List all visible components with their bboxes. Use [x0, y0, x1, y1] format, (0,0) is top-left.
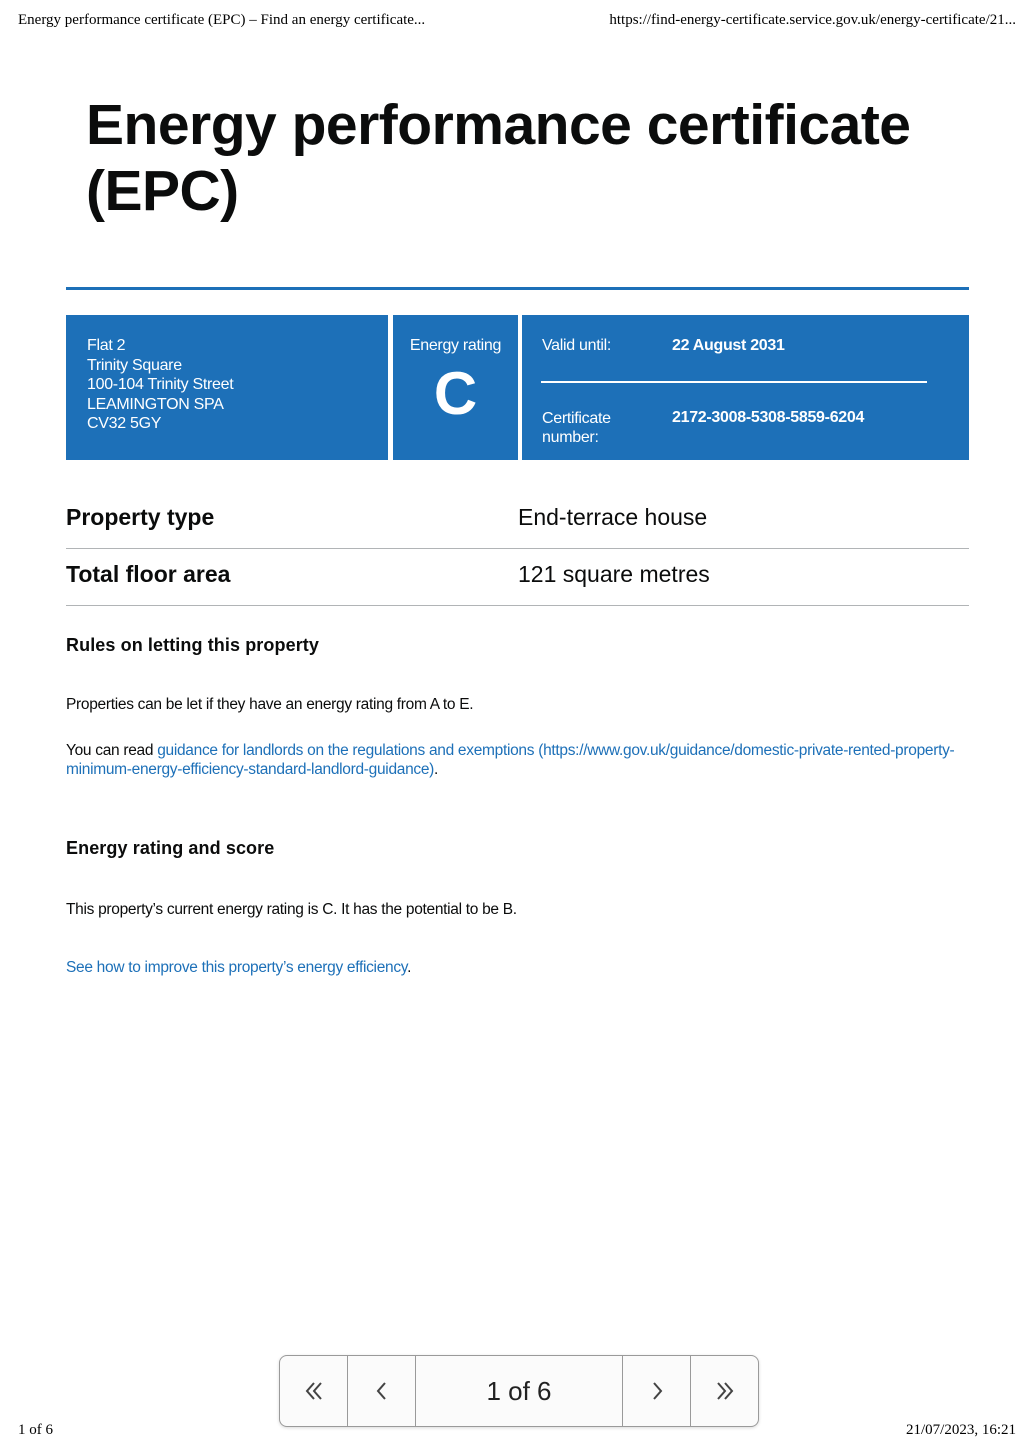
address-line: Flat 2 [87, 337, 126, 354]
improve-efficiency-link[interactable]: See how to improve this property’s energy efficiency [66, 959, 408, 976]
guidance-prefix: You can read [66, 742, 158, 759]
summary-row-property-type [66, 492, 969, 549]
energy-rating-section [66, 838, 969, 977]
landlord-guidance-link[interactable] [66, 742, 954, 778]
summary-row-floor-area [66, 549, 969, 606]
energy-rating-label: Energy rating [409, 337, 502, 354]
property-address [87, 336, 233, 434]
landlord-guidance-link-text: guidance for landlords on the regulations and exemptions [157, 742, 535, 759]
energy-rating-text: This property’s current energy rating is C. It has the potential to be B. [66, 901, 517, 918]
energy-rating-heading: Energy rating and score [66, 838, 275, 858]
chevron-right-icon [644, 1378, 670, 1404]
address-line: 100-104 Trinity Street [87, 376, 234, 393]
address-line: LEAMINGTON SPA [87, 395, 224, 413]
address-line: CV32 5GY [87, 415, 162, 432]
page-indicator: 1 of 6 [486, 1375, 552, 1406]
landlord-guidance-url: (https://www.gov.uk/guidance/domestic-private-rented-property-minimum-energy-efficiency-standard-landlord-guidance) [66, 742, 955, 778]
double-chevron-left-icon [301, 1378, 327, 1404]
certificate-number-label: Certificate number: [542, 410, 611, 446]
improve-paragraph [66, 958, 969, 977]
energy-rating-letter: C [433, 360, 478, 427]
print-header-url: https://find-energy-certificate.service.gov.uk/energy-certificate/21... [609, 12, 1016, 28]
guidance-suffix: . [434, 761, 439, 778]
summary-value: 121 square metres [518, 561, 710, 587]
chevron-left-icon [369, 1378, 395, 1404]
energy-rating-panel [393, 315, 518, 460]
summary-key: Total floor area [66, 561, 231, 587]
address-line: Trinity Square [87, 356, 182, 374]
print-footer-datetime: 21/07/2023, 16:21 [905, 1422, 1016, 1438]
print-footer [18, 1416, 1016, 1446]
certificate-meta-panel [522, 315, 969, 460]
property-summary-list [66, 492, 969, 606]
title-divider [66, 287, 969, 290]
print-header-title: Energy performance certificate (EPC) – Find an energy certificate... [18, 12, 426, 28]
certificate-banner [66, 315, 969, 460]
guidance-paragraph [66, 741, 969, 779]
improve-suffix: . [407, 959, 412, 976]
summary-key: Property type [66, 504, 215, 530]
summary-value: End-terrace house [518, 504, 708, 530]
print-footer-page: 1 of 6 [18, 1422, 53, 1438]
page-title: Energy performance certificate (EPC) [86, 93, 911, 223]
meta-divider [541, 381, 927, 383]
valid-until-label: Valid until: [542, 337, 612, 354]
letting-rules-section [66, 635, 969, 779]
valid-until-value: 22 August 2031 [672, 337, 785, 354]
letting-rules-heading: Rules on letting this property [66, 635, 320, 655]
double-chevron-right-icon [712, 1378, 738, 1404]
address-panel [66, 315, 388, 460]
certificate-number-value: 2172-3008-5308-5859-6204 [672, 409, 865, 426]
print-header [18, 12, 1016, 34]
letting-rules-text: Properties can be let if they have an energy rating from A to E. [66, 696, 474, 713]
